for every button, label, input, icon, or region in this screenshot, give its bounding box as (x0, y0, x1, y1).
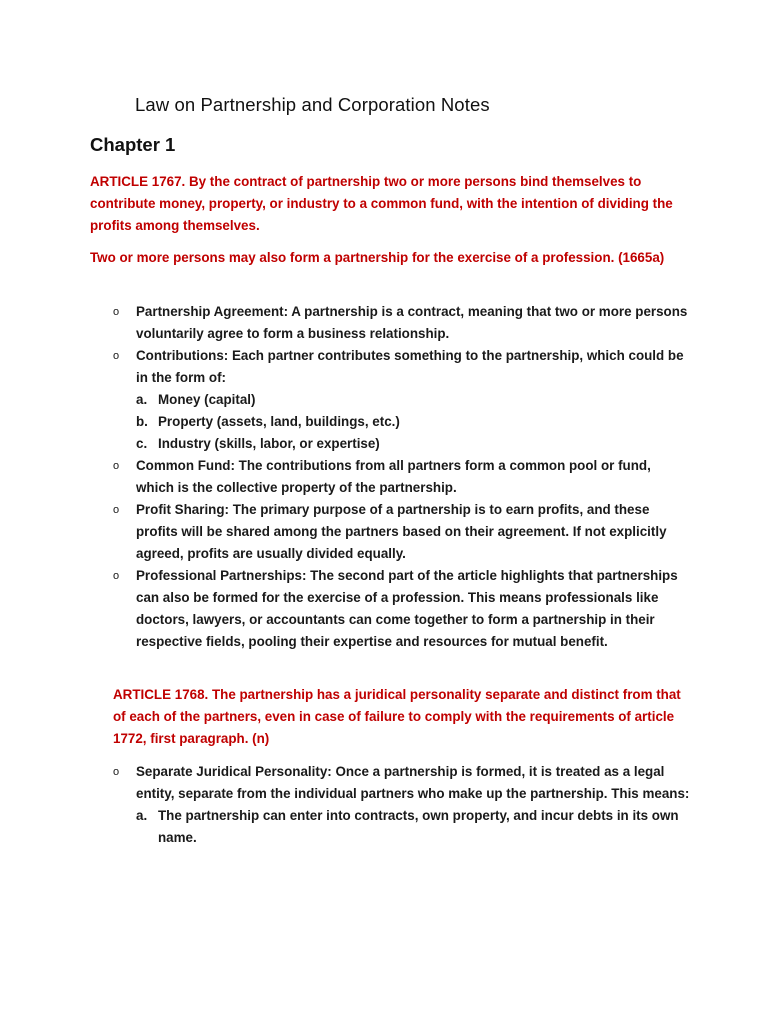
article-1767-notes-list (90, 301, 690, 653)
article-1767-text: ARTICLE 1767. By the contract of partnership two or more persons bind themselves to contribute money, property, or industry to a common fund, with the intention of dividing the profits among themselves. (90, 174, 673, 233)
chapter-heading: Chapter 1 (90, 134, 176, 155)
bullet-icon: o (113, 460, 120, 472)
list-item (90, 301, 690, 345)
list-item (90, 499, 690, 565)
sub-marker: a. (136, 392, 148, 407)
list-item (90, 455, 690, 499)
list-item (90, 761, 690, 849)
list-item (90, 565, 690, 653)
article-1768-text: ARTICLE 1768. The partnership has a juridical personality separate and distinct from that of each of the partners, even in case of failure to comply with the requirements of article 1772, first paragraph. (n) (113, 687, 681, 746)
contributions-sublist (136, 389, 690, 455)
sub-list-item (136, 389, 690, 411)
note-profit-sharing: Profit Sharing: The primary purpose of a partnership is to earn profits, and these profits will be shared among the partners based on their agreement. If not explicitly agreed, profits are usually divided equally. (136, 502, 667, 561)
sub-text: The partnership can enter into contracts, own property, and incur debts in its own name. (158, 808, 679, 845)
note-common-fund: Common Fund: The contributions from all partners form a common pool or fund, which is the collective property of the partnership. (136, 458, 651, 495)
sub-text: Property (assets, land, buildings, etc.) (158, 414, 400, 429)
sub-list-item (136, 411, 690, 433)
bullet-icon: o (113, 766, 120, 778)
sub-text: Industry (skills, labor, or expertise) (158, 436, 380, 451)
sub-list-item (136, 805, 690, 849)
sub-marker: b. (136, 414, 148, 429)
juridical-personality-sublist (136, 805, 690, 849)
sub-marker: c. (136, 436, 148, 451)
article-1768-notes-list (90, 761, 690, 849)
bullet-icon: o (113, 306, 120, 318)
article-1767-profession: Two or more persons may also form a partnership for the exercise of a profession. (1665a) (90, 250, 665, 265)
sub-list-item (136, 433, 690, 455)
note-contributions: Contributions: Each partner contributes something to the partnership, which could be in the form of: (136, 348, 684, 385)
bullet-icon: o (113, 504, 120, 516)
list-item (90, 345, 690, 455)
bullet-icon: o (113, 350, 120, 362)
bullet-icon: o (113, 570, 120, 582)
sub-text: Money (capital) (158, 392, 256, 407)
note-separate-juridical-personality: Separate Juridical Personality: Once a partnership is formed, it is treated as a legal entity, separate from the individual partners who make up the partnership. This means: (136, 764, 690, 801)
note-partnership-agreement: Partnership Agreement: A partnership is a contract, meaning that two or more persons voluntarily agree to form a business relationship. (136, 304, 688, 341)
note-professional-partnerships: Professional Partnerships: The second part of the article highlights that partnerships can also be formed for the exercise of a profession. This means professionals like doctors, lawyers, or accountants can come together to form a partnership in their respective fields, pooling their expertise and resources for mutual benefit. (136, 568, 678, 649)
sub-marker: a. (136, 808, 148, 823)
document-title: Law on Partnership and Corporation Notes (135, 94, 490, 115)
